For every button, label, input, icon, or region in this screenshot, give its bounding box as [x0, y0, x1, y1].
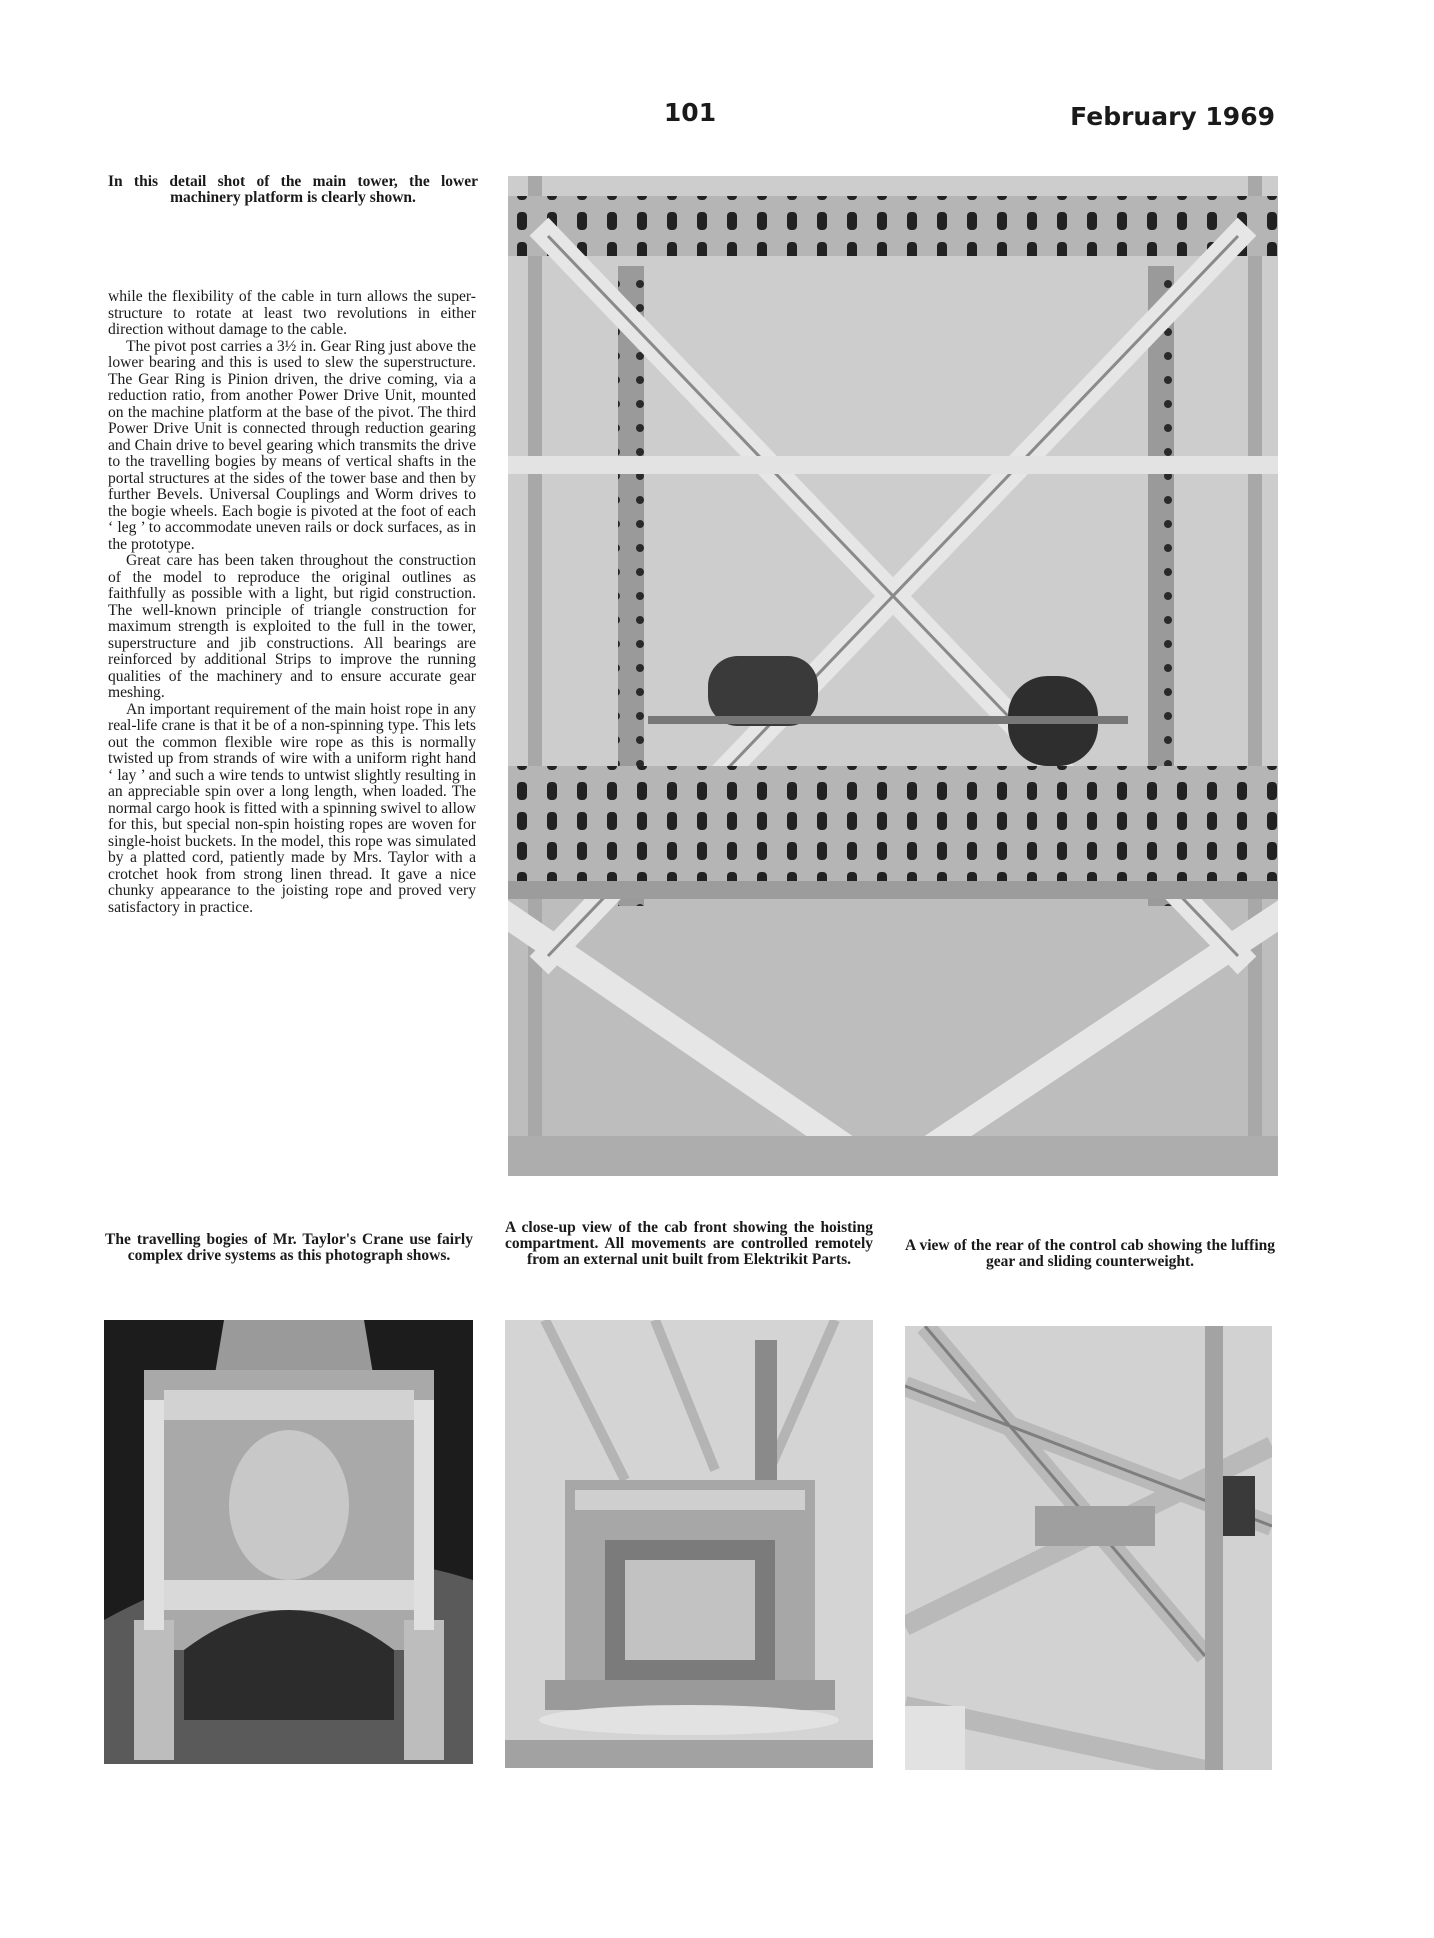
issue-date: February 1969 [1070, 102, 1275, 131]
article-paragraph: An important requirement of the main hoist rope in any real-life crane is that it be of a non-spinning type. This lets out the common flexible wire rope as this is normally twisted up from strands of wire with a uniform right hand ‘ lay ’ and such a wire tends to untwist slightly resulting in an appreciable spin over a long length, when loaded. The normal cargo hook is fitted with a spinning swivel to allow for this, but special non-spin hoisting ropes are woven for single-hoist buckets. In the model, this rope was simulated by a platted cord, patiently made by Mrs. Taylor with a crotchet hook from strong linen thread. It gave a nice chunky appearance to the joisting rope and proved very satisfactory in practice. [108, 700, 476, 916]
photo-main-tower [508, 176, 1278, 1176]
photo-cab-rear [905, 1326, 1272, 1770]
caption-bogies: The travelling bogies of Mr. Taylor's Crane use fairly complex drive systems as this photograph shows. [105, 1231, 473, 1264]
article-paragraph: while the flexibility of the cable in turn allows the super-structure to rotate at least two revolutions in either direction without damage to the cable. [108, 288, 476, 338]
caption-cab-rear: A view of the rear of the control cab showing the luffing gear and sliding counterweight. [905, 1237, 1275, 1270]
photo-travelling-bogies [104, 1320, 473, 1764]
article-body-column [108, 289, 476, 916]
caption-main-tower: In this detail shot of the main tower, the lower machinery platform is clearly shown. [108, 173, 478, 206]
article-paragraph: Great care has been taken throughout the construction of the model to reproduce the original outlines as faithfully as possible with a light, but rigid construction. The well-known principle of triangle construction for maximum strength is exploited to the full in the tower, superstructure and jib constructions. All bearings are reinforced by additional Strips to improve the running qualities of the machinery and to ensure accurate gear meshing. [108, 552, 476, 701]
photo-cab-front [505, 1320, 873, 1768]
page-number: 101 [663, 98, 717, 127]
article-paragraph: The pivot post carries a 3½ in. Gear Ring just above the lower bearing and this is used to slew the superstructure. The Gear Ring is Pinion driven, the drive coming, via a reduction ratio, from another Power Drive Unit, mounted on the machine platform at the base of the pivot. The third Power Drive Unit is connected through reduction gearing and Chain drive to bevel gearing which transmits the drive to the travelling bogies by means of vertical shafts in the portal structures at the sides of the tower base and then by further Bevels. Universal Couplings and Worm drives to the bogie wheels. Each bogie is pivoted at the foot of each ‘ leg ’ to accommodate uneven rails or dock surfaces, as in the prototype. [108, 337, 476, 553]
caption-cab-front: A close-up view of the cab front showing the hoisting compartment. All movements are controlled remotely from an external unit built from Elektrikit Parts. [505, 1219, 873, 1268]
